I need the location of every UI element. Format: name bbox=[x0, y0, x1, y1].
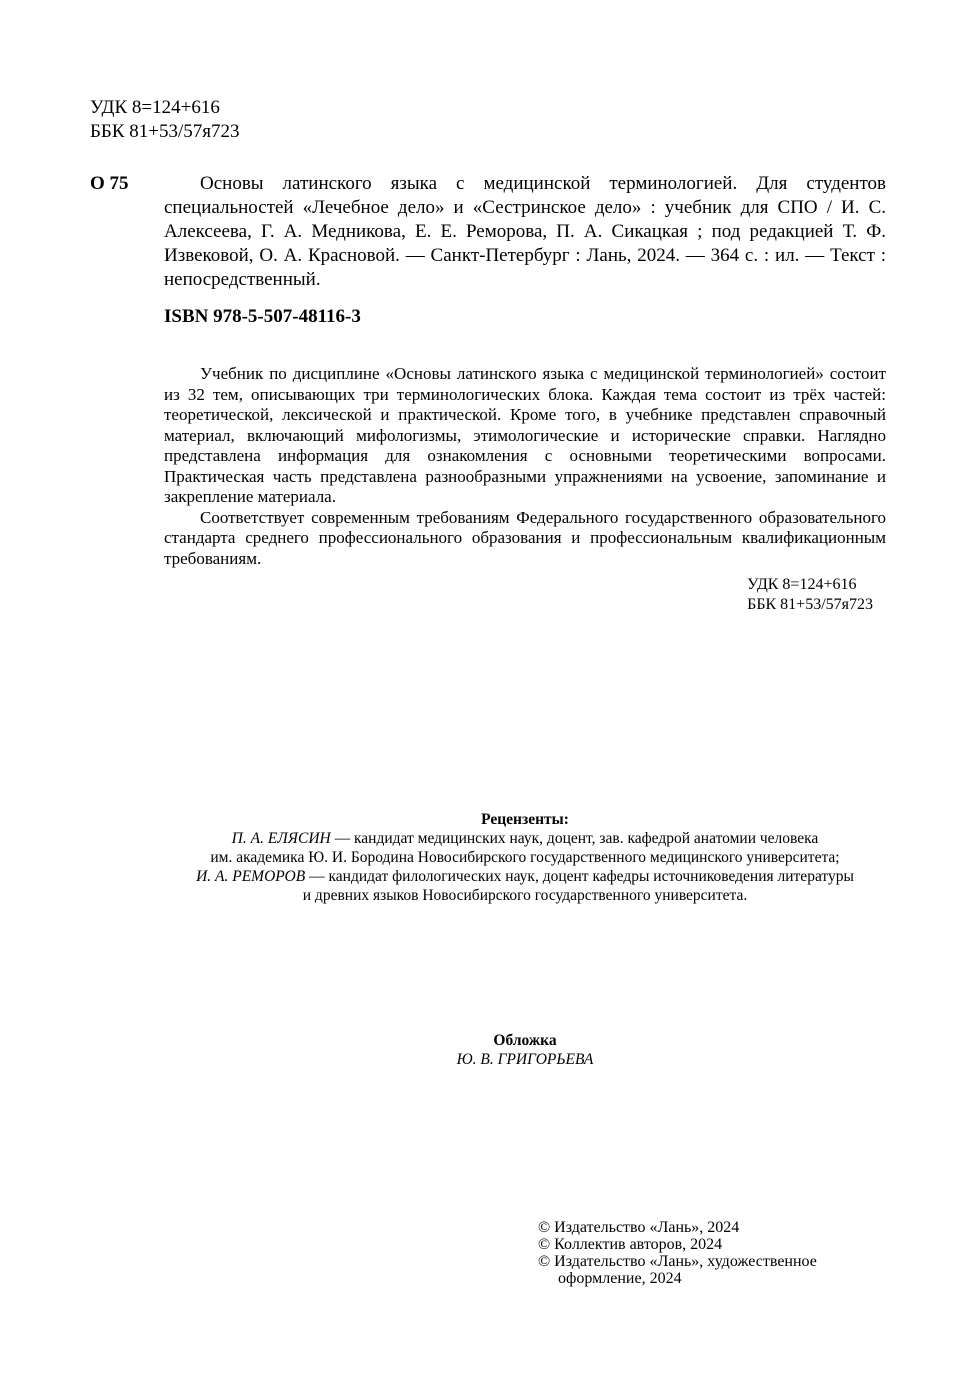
reviewers-block bbox=[164, 810, 886, 905]
isbn: ISBN 978-5-507-48116-3 bbox=[164, 306, 361, 327]
cover-credit bbox=[164, 1031, 886, 1069]
copyright-line: © Издательство «Лань», художественное bbox=[538, 1253, 817, 1270]
reviewer-description: — кандидат филологических наук, доцент кафедры источниковедения литературы bbox=[305, 868, 854, 885]
annotation bbox=[164, 364, 886, 569]
reviewer-name: И. А. РЕМОРОВ bbox=[196, 868, 306, 885]
annotation-paragraph: Соответствует современным требованиям Федерального государственного образовательного стандарта среднего профессионального образования и профессиональным квалификационным требованиям. bbox=[164, 507, 886, 568]
reviewers-heading: Рецензенты: bbox=[481, 811, 569, 828]
udk-code: УДК 8=124+616 bbox=[747, 576, 857, 593]
reviewer-description-cont: им. академика Ю. И. Бородина Новосибирского государственного медицинского университета; bbox=[210, 849, 840, 866]
bbk-code: ББК 81+53/57я723 bbox=[90, 121, 240, 142]
classification-codes-top bbox=[90, 96, 239, 144]
reviewer-entry bbox=[164, 867, 886, 886]
reviewer-description: — кандидат медицинских наук, доцент, зав. кафедрой анатомии человека bbox=[330, 830, 819, 847]
classification-codes-bottom bbox=[747, 575, 873, 615]
reviewer-entry bbox=[164, 829, 886, 848]
annotation-paragraph: Учебник по дисциплине «Основы латинского языка с медицинской терминологией» состоит из 32 тем, описывающих три терминологических блока. Каждая тема состоит из трёх частей: теоретической, лексической и практической. Кроме того, в учебнике представлен справочный материал, включающий мифологизмы, этимологические и исторические справки. Наглядно представлена информация для ознакомления с основными теоретическими вопросами. Практическая часть представлена разнообразными упражнениями на усвоение, запоминание и закрепление материала. bbox=[164, 364, 886, 506]
copyright-line: © Коллектив авторов, 2024 bbox=[538, 1236, 723, 1253]
copyright-line: оформление, 2024 bbox=[558, 1270, 682, 1287]
bibliographic-record: Основы латинского языка с медицинской терминологией. Для студентов специальностей «Лечебное дело» и «Сестринское дело» : учебник для СПО / И. С. Алексеева, Г. А. Медникова, Е. Е. Реморова, П. А. Сикацкая ; под редакцией Т. Ф. Извековой, О. А. Красновой. — Санкт-Петербург : Лань, 2024. — 364 с. : ил. — Текст : непосредственный. bbox=[164, 173, 886, 290]
copyright-line: © Издательство «Лань», 2024 bbox=[538, 1219, 740, 1236]
cover-heading: Обложка bbox=[493, 1032, 557, 1049]
cover-designer: Ю. В. ГРИГОРЬЕВА bbox=[456, 1051, 594, 1068]
reviewer-description-cont: и древних языков Новосибирского государственного университета. bbox=[302, 887, 748, 904]
udk-code: УДК 8=124+616 bbox=[90, 97, 220, 118]
reviewer-name: П. А. ЕЛЯСИН bbox=[231, 830, 331, 847]
copyright-block bbox=[538, 1219, 817, 1287]
author-sign: О 75 bbox=[90, 173, 129, 194]
bbk-code: ББК 81+53/57я723 bbox=[747, 596, 873, 613]
